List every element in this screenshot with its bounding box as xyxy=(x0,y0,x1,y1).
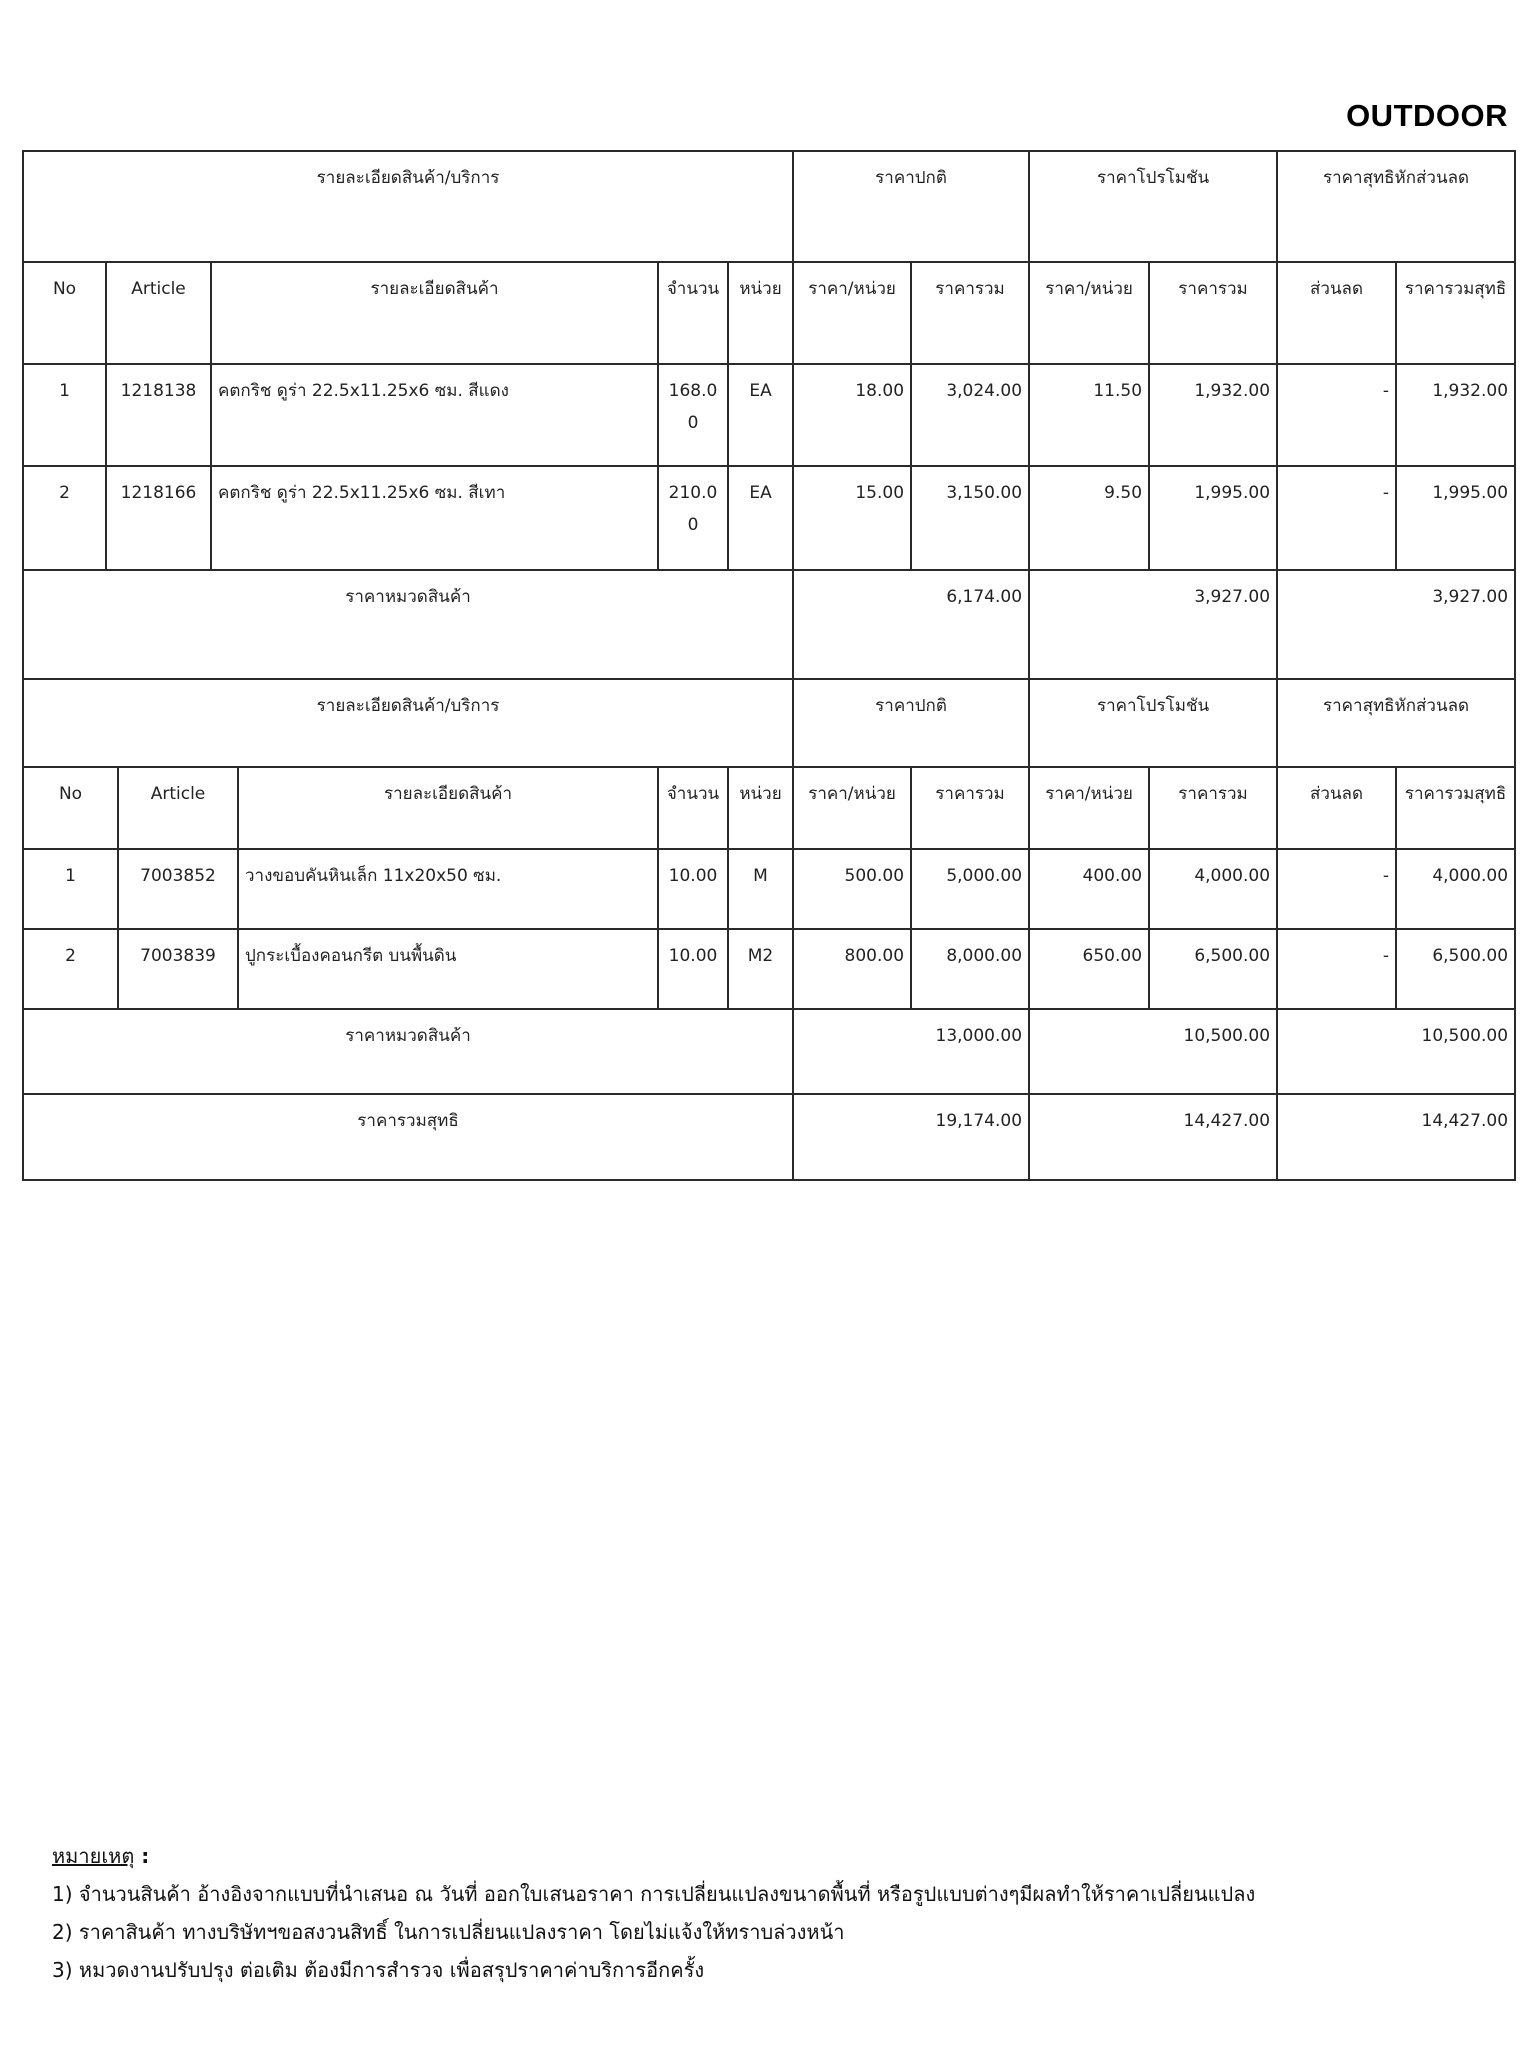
subtotal-promo: 10,500.00 xyxy=(1029,1009,1277,1094)
col-header-unit: หน่วย xyxy=(728,262,793,364)
notes-heading: หมายเหตุ xyxy=(52,1844,135,1868)
col-header-discount: ส่วนลด xyxy=(1277,262,1396,364)
col-header-article: Article xyxy=(118,767,238,849)
cell-promo-unit-price: 650.00 xyxy=(1029,929,1149,1009)
cell-total: 5,000.00 xyxy=(911,849,1029,929)
column-header-row xyxy=(23,767,1515,849)
grand-total-net: 14,427.00 xyxy=(1277,1094,1515,1180)
cell-discount: - xyxy=(1277,849,1396,929)
cell-unit: M xyxy=(728,849,793,929)
grand-total-normal: 19,174.00 xyxy=(793,1094,1029,1180)
group-header-row xyxy=(23,151,1515,262)
col-header-unit-price: ราคา/หน่วย xyxy=(793,767,911,849)
cell-qty: 210.00 xyxy=(658,466,728,570)
cell-discount: - xyxy=(1277,466,1396,570)
quotation-table-section-1 xyxy=(22,150,1516,680)
col-header-net-total: ราคารวมสุทธิ xyxy=(1396,767,1515,849)
cell-article: 7003852 xyxy=(118,849,238,929)
cell-article: 7003839 xyxy=(118,929,238,1009)
cell-detail: ปูกระเบื้องคอนกรีต บนพื้นดิน xyxy=(238,929,658,1009)
cell-promo-total: 1,932.00 xyxy=(1149,364,1277,466)
col-header-promo-unit-price: ราคา/หน่วย xyxy=(1029,262,1149,364)
cell-qty: 10.00 xyxy=(658,929,728,1009)
cell-promo-unit-price: 9.50 xyxy=(1029,466,1149,570)
cell-unit-price: 800.00 xyxy=(793,929,911,1009)
table-row xyxy=(23,929,1515,1009)
col-header-detail: รายละเอียดสินค้า xyxy=(238,767,658,849)
notes-section xyxy=(52,1837,1492,1989)
col-header-promo-total: ราคารวม xyxy=(1149,262,1277,364)
group-header-promo-price: ราคาโปรโมชัน xyxy=(1029,679,1277,767)
grand-total-label: ราคารวมสุทธิ xyxy=(23,1094,793,1180)
notes-heading-colon: : xyxy=(134,1844,150,1868)
notes-heading-line xyxy=(52,1837,1492,1875)
cell-no: 1 xyxy=(23,849,118,929)
table-row xyxy=(23,466,1515,570)
col-header-qty: จำนวน xyxy=(658,262,728,364)
col-header-unit-price: ราคา/หน่วย xyxy=(793,262,911,364)
cell-total: 8,000.00 xyxy=(911,929,1029,1009)
cell-no: 1 xyxy=(23,364,106,466)
cell-discount: - xyxy=(1277,929,1396,1009)
group-header-normal-price: ราคาปกติ xyxy=(793,151,1029,262)
cell-promo-unit-price: 400.00 xyxy=(1029,849,1149,929)
cell-net-total: 1,995.00 xyxy=(1396,466,1515,570)
cell-promo-total: 6,500.00 xyxy=(1149,929,1277,1009)
subtotal-normal: 13,000.00 xyxy=(793,1009,1029,1094)
cell-unit-price: 500.00 xyxy=(793,849,911,929)
cell-detail: วางขอบคันหินเล็ก 11x20x50 ซม. xyxy=(238,849,658,929)
grand-total-row xyxy=(23,1094,1515,1180)
cell-article: 1218138 xyxy=(106,364,211,466)
subtotal-net: 10,500.00 xyxy=(1277,1009,1515,1094)
cell-promo-total: 4,000.00 xyxy=(1149,849,1277,929)
quotation-table-section-2 xyxy=(22,678,1516,1181)
group-header-row xyxy=(23,679,1515,767)
cell-article: 1218166 xyxy=(106,466,211,570)
table-row xyxy=(23,849,1515,929)
col-header-total: ราคารวม xyxy=(911,767,1029,849)
group-header-description: รายละเอียดสินค้า/บริการ xyxy=(23,679,793,767)
note-line-3: 3) หมวดงานปรับปรุง ต่อเติม ต้องมีการสำรวจ เพื่อสรุปราคาค่าบริการอีกครั้ง xyxy=(52,1958,705,1982)
subtotal-normal: 6,174.00 xyxy=(793,570,1029,679)
group-header-net-price: ราคาสุทธิหักส่วนลด xyxy=(1277,151,1515,262)
cell-promo-unit-price: 11.50 xyxy=(1029,364,1149,466)
cell-unit-price: 15.00 xyxy=(793,466,911,570)
col-header-detail: รายละเอียดสินค้า xyxy=(211,262,658,364)
cell-net-total: 4,000.00 xyxy=(1396,849,1515,929)
cell-net-total: 1,932.00 xyxy=(1396,364,1515,466)
cell-detail: คตกริช ดูร่า 22.5x11.25x6 ซม. สีเทา xyxy=(211,466,658,570)
column-header-row xyxy=(23,262,1515,364)
cell-unit-price: 18.00 xyxy=(793,364,911,466)
group-header-description: รายละเอียดสินค้า/บริการ xyxy=(23,151,793,262)
cell-total: 3,150.00 xyxy=(911,466,1029,570)
table-row xyxy=(23,364,1515,466)
document-title: OUTDOOR xyxy=(1346,98,1508,133)
col-header-article: Article xyxy=(106,262,211,364)
note-line-1: 1) จำนวนสินค้า อ้างอิงจากแบบที่นำเสนอ ณ วันที่ ออกใบเสนอราคา การเปลี่ยนแปลงขนาดพื้นที่ หรือรูปแบบต่างๆมีผลทำให้ราคาเปลี่ยนแปลง xyxy=(52,1882,1256,1906)
cell-no: 2 xyxy=(23,466,106,570)
cell-discount: - xyxy=(1277,364,1396,466)
col-header-discount: ส่วนลด xyxy=(1277,767,1396,849)
subtotal-label: ราคาหมวดสินค้า xyxy=(23,1009,793,1094)
cell-net-total: 6,500.00 xyxy=(1396,929,1515,1009)
cell-unit: EA xyxy=(728,364,793,466)
cell-promo-total: 1,995.00 xyxy=(1149,466,1277,570)
subtotal-net: 3,927.00 xyxy=(1277,570,1515,679)
cell-total: 3,024.00 xyxy=(911,364,1029,466)
cell-unit: EA xyxy=(728,466,793,570)
grand-total-promo: 14,427.00 xyxy=(1029,1094,1277,1180)
group-header-net-price: ราคาสุทธิหักส่วนลด xyxy=(1277,679,1515,767)
col-header-net-total: ราคารวมสุทธิ xyxy=(1396,262,1515,364)
subtotal-promo: 3,927.00 xyxy=(1029,570,1277,679)
cell-qty: 168.00 xyxy=(658,364,728,466)
col-header-promo-total: ราคารวม xyxy=(1149,767,1277,849)
col-header-unit: หน่วย xyxy=(728,767,793,849)
subtotal-label: ราคาหมวดสินค้า xyxy=(23,570,793,679)
subtotal-row xyxy=(23,1009,1515,1094)
subtotal-row xyxy=(23,570,1515,679)
group-header-promo-price: ราคาโปรโมชัน xyxy=(1029,151,1277,262)
col-header-no: No xyxy=(23,767,118,849)
cell-no: 2 xyxy=(23,929,118,1009)
cell-qty: 10.00 xyxy=(658,849,728,929)
col-header-qty: จำนวน xyxy=(658,767,728,849)
group-header-normal-price: ราคาปกติ xyxy=(793,679,1029,767)
col-header-promo-unit-price: ราคา/หน่วย xyxy=(1029,767,1149,849)
col-header-no: No xyxy=(23,262,106,364)
note-line-2: 2) ราคาสินค้า ทางบริษัทฯขอสงวนสิทธิ์ ในการเปลี่ยนแปลงราคา โดยไม่แจ้งให้ทราบล่วงหน้า xyxy=(52,1920,845,1944)
cell-detail: คตกริช ดูร่า 22.5x11.25x6 ซม. สีแดง xyxy=(211,364,658,466)
col-header-total: ราคารวม xyxy=(911,262,1029,364)
cell-unit: M2 xyxy=(728,929,793,1009)
